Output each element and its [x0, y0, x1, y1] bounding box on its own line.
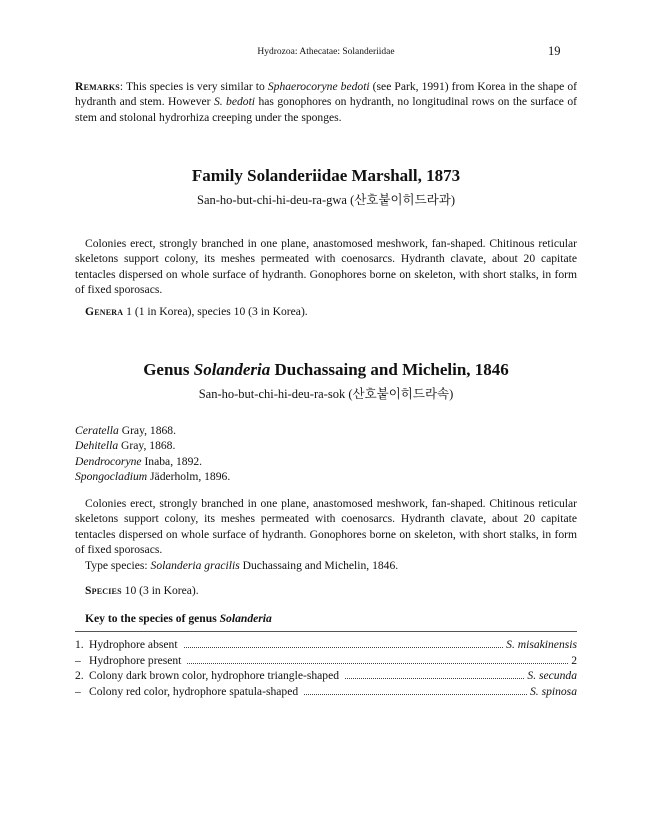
- key-leader-dots: [187, 663, 568, 664]
- key-row-number: 2.: [75, 669, 84, 682]
- synonym-name: Ceratella: [75, 424, 119, 437]
- key-row: [75, 637, 577, 653]
- genera-section: [75, 304, 577, 319]
- key-row-number: –: [75, 684, 81, 698]
- genera-label: Genera: [85, 305, 124, 318]
- species-text: 10 (3 in Korea).: [121, 584, 199, 597]
- family-title: Family Solanderiidae Marshall, 1873: [191, 166, 461, 185]
- genus-title-name: Solanderia: [193, 360, 271, 379]
- synonym-name: Dehitella: [75, 439, 119, 453]
- key-row: [75, 668, 577, 684]
- key-row-result: 2: [571, 653, 577, 667]
- family-description: Colonies erect, strongly branched in one plane, anastomosed meshwork, fan-shaped. Chitinous reticular skeletons support colony, its meshes permeated with coenosarcs. Hydranth clavate, about 20 capitate tentacles dispersed on whole surface of hydranth. Gonophores borne on skeleton, with short stalks, in form of fixed sporosacs.: [75, 237, 577, 297]
- family-subtitle: San-ho-but-chi-hi-deu-ra-gwa (산호붙이히드라과): [197, 193, 455, 207]
- synonym-item: [75, 438, 577, 453]
- genera-line: [75, 304, 577, 319]
- species-section: [75, 583, 577, 598]
- type-species-name: Solanderia gracilis: [150, 558, 240, 572]
- key-row: [75, 653, 577, 669]
- key-row-result: S. spinosa: [529, 684, 577, 698]
- remarks-text-2: (see Park, 1991) from Korea in the shape of hydranth and stem. However: [75, 80, 577, 109]
- remarks-species-1: Sphaerocoryne bedoti: [267, 80, 370, 93]
- species-key: [75, 612, 577, 699]
- genus-description-section: [75, 496, 577, 573]
- genera-text: 1 (1 in Korea), species 10 (3 in Korea).: [123, 305, 308, 318]
- running-header: [0, 44, 652, 60]
- key-title-prefix: Key to the species of genus: [85, 612, 220, 625]
- synonym-item: [75, 454, 577, 469]
- synonym-author: Gray, 1868.: [118, 439, 176, 453]
- synonym-author: Gray, 1868.: [118, 424, 177, 437]
- type-species-prefix: Type species:: [85, 558, 151, 572]
- family-description-section: [75, 236, 577, 298]
- key-leader-dots: [345, 678, 524, 679]
- remarks-paragraph: [75, 79, 577, 125]
- page-number: 19: [548, 44, 561, 58]
- key-row-text: Colony dark brown color, hydrophore triangle-shaped: [89, 669, 340, 682]
- synonym-item: [75, 423, 577, 438]
- remarks-text-3: has gonophores on hydranth, no longitudinal rows on the surface of stem and stolonal hydrorhiza creeping under the sponges.: [75, 95, 577, 124]
- genus-description: Colonies erect, strongly branched in one plane, anastomosed meshwork, fan-shaped. Chitinous reticular skeletons support colony, its meshes permeated with coenosarcs. Hydranth clavate, about 20 capitate tentacles dispersed on whole surface of hydranth. Gonophores borne on skeleton, with short stalks, in form of fixed sporosacs.: [75, 497, 577, 557]
- key-title: [75, 612, 577, 625]
- synonym-author: Jäderholm, 1896.: [147, 470, 231, 484]
- remarks-species-2: S. bedoti: [213, 95, 256, 109]
- remarks-text-1: : This species is very similar to: [119, 80, 268, 93]
- type-species-suffix: Duchassaing and Michelin, 1846.: [239, 558, 399, 572]
- synonym-name: Spongocladium: [75, 470, 148, 484]
- key-row-number: –: [75, 653, 81, 667]
- key-leader-dots: [304, 694, 527, 695]
- remarks-label: Remarks: [75, 80, 120, 93]
- key-row-text: Hydrophore present: [89, 653, 182, 667]
- key-row-text: Hydrophore absent: [89, 638, 178, 651]
- key-leader-dots: [184, 647, 504, 648]
- synonym-name: Dendrocoryne: [75, 454, 142, 468]
- running-header-title: Hydrozoa: Athecatae: Solanderiidae: [257, 47, 395, 57]
- species-line: [75, 583, 577, 598]
- key-title-genus: Solanderia: [219, 612, 272, 625]
- synonym-item: [75, 469, 577, 484]
- synonym-list: [75, 423, 577, 485]
- key-row-text: Colony red color, hydrophore spatula-shaped: [89, 684, 299, 698]
- genus-title: [0, 359, 652, 381]
- key-divider: [75, 631, 577, 632]
- key-row-result: S. misakinensis: [506, 638, 577, 651]
- key-row-result: S. secunda: [527, 669, 577, 682]
- remarks-section: [75, 79, 577, 125]
- genus-heading: [0, 359, 652, 403]
- synonym-author: Inaba, 1892.: [141, 454, 203, 468]
- genus-title-prefix: Genus: [143, 360, 194, 379]
- type-species-line: [75, 558, 577, 573]
- species-label: Species: [85, 584, 122, 597]
- key-row: [75, 684, 577, 700]
- family-heading: [0, 165, 652, 209]
- genus-subtitle: San-ho-but-chi-hi-deu-ra-sok (산호붙이히드라속): [198, 387, 454, 401]
- genus-title-suffix: Duchassaing and Michelin, 1846: [270, 360, 509, 379]
- key-row-number: 1.: [75, 638, 84, 651]
